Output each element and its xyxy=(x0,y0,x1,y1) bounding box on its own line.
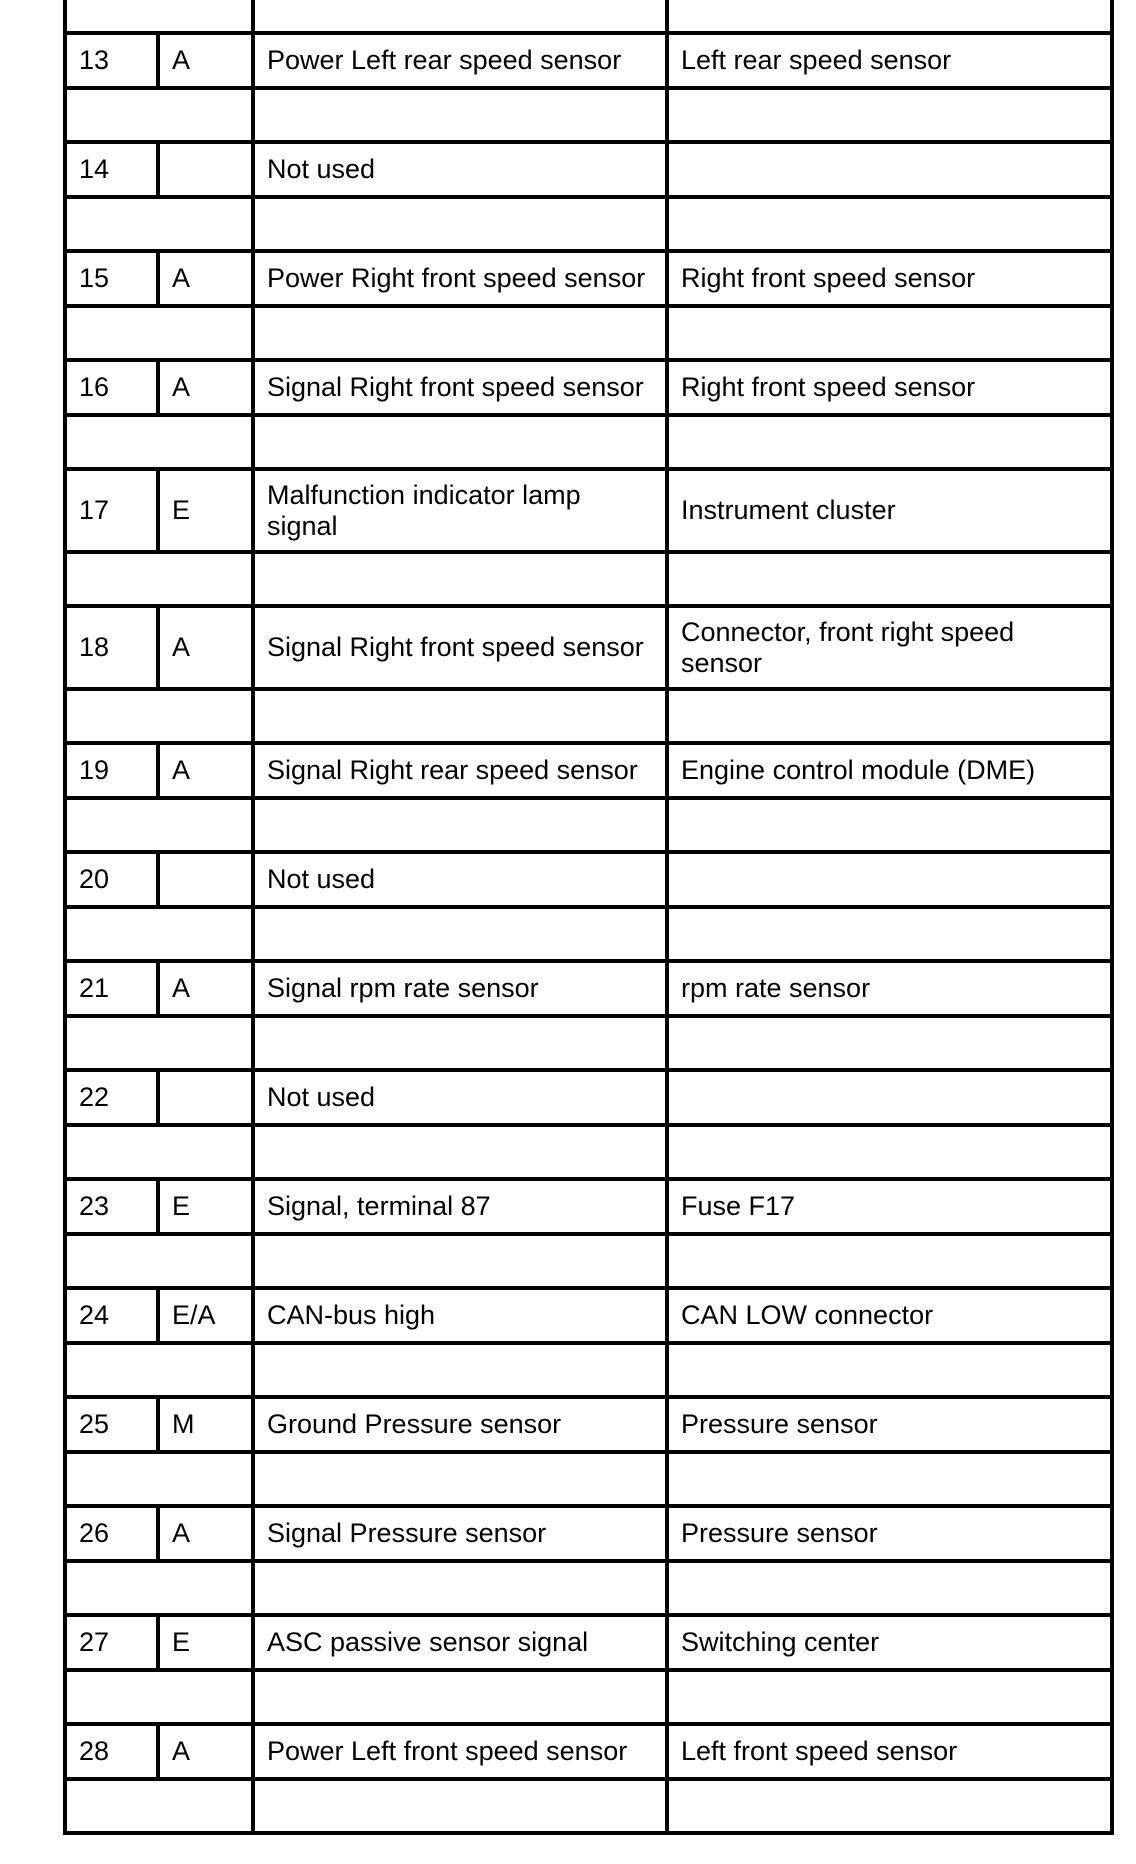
spacer-row xyxy=(65,197,1112,251)
spacer-row xyxy=(65,689,1112,743)
table-row xyxy=(65,469,1112,552)
description-cell: Signal rpm rate sensor xyxy=(253,961,667,1016)
description-cell: Signal Pressure sensor xyxy=(253,1506,667,1561)
connection-cell xyxy=(667,1070,1112,1125)
spacer-row xyxy=(65,552,1112,606)
pin-number-cell: 25 xyxy=(65,1397,158,1452)
connection-cell: Right front speed sensor xyxy=(667,360,1112,415)
description-cell: Malfunction indicator lamp signal xyxy=(253,469,667,552)
pin-number-cell: 18 xyxy=(65,606,158,689)
table-row xyxy=(65,1615,1112,1670)
description-cell: CAN-bus high xyxy=(253,1288,667,1343)
signal-type-cell: E/A xyxy=(158,1288,253,1343)
spacer-row xyxy=(65,1234,1112,1288)
spacer-row xyxy=(65,1779,1112,1833)
table-row xyxy=(65,743,1112,798)
connection-cell: Instrument cluster xyxy=(667,469,1112,552)
description-cell: Power Left rear speed sensor xyxy=(253,33,667,88)
connection-cell: rpm rate sensor xyxy=(667,961,1112,1016)
connection-cell: Connector, front right speed sensor xyxy=(667,606,1112,689)
description-cell: Power Right front speed sensor xyxy=(253,251,667,306)
signal-type-cell xyxy=(158,1070,253,1125)
signal-type-cell: E xyxy=(158,1179,253,1234)
table-row xyxy=(65,961,1112,1016)
spacer-row xyxy=(65,1125,1112,1179)
table-row xyxy=(65,1288,1112,1343)
pin-number-cell: 13 xyxy=(65,33,158,88)
description-cell: Signal Right front speed sensor xyxy=(253,360,667,415)
signal-type-cell xyxy=(158,852,253,907)
table-row xyxy=(65,1397,1112,1452)
spacer-row xyxy=(65,1343,1112,1397)
description-cell: Not used xyxy=(253,1070,667,1125)
connection-cell: CAN LOW connector xyxy=(667,1288,1112,1343)
signal-type-cell xyxy=(158,142,253,197)
spacer-row xyxy=(65,907,1112,961)
signal-type-cell: A xyxy=(158,1506,253,1561)
description-cell: Not used xyxy=(253,142,667,197)
connection-cell: Switching center xyxy=(667,1615,1112,1670)
spacer-row xyxy=(65,88,1112,142)
table-row xyxy=(65,606,1112,689)
description-cell: Not used xyxy=(253,852,667,907)
connection-cell: Right front speed sensor xyxy=(667,251,1112,306)
connection-cell xyxy=(667,142,1112,197)
signal-type-cell: A xyxy=(158,1724,253,1779)
signal-type-cell: E xyxy=(158,469,253,552)
connection-cell: Left front speed sensor xyxy=(667,1724,1112,1779)
connection-cell: Engine control module (DME) xyxy=(667,743,1112,798)
table-row xyxy=(65,1506,1112,1561)
signal-type-cell: M xyxy=(158,1397,253,1452)
spacer-row xyxy=(65,1452,1112,1506)
description-cell: Ground Pressure sensor xyxy=(253,1397,667,1452)
pin-number-cell: 15 xyxy=(65,251,158,306)
table-row xyxy=(65,852,1112,907)
pin-number-cell: 27 xyxy=(65,1615,158,1670)
table-row xyxy=(65,360,1112,415)
description-cell: Signal Right front speed sensor xyxy=(253,606,667,689)
connection-cell: Left rear speed sensor xyxy=(667,33,1112,88)
pin-number-cell: 16 xyxy=(65,360,158,415)
table-row xyxy=(65,142,1112,197)
signal-type-cell: A xyxy=(158,743,253,798)
pin-number-cell: 21 xyxy=(65,961,158,1016)
pin-number-cell: 19 xyxy=(65,743,158,798)
pin-number-cell: 24 xyxy=(65,1288,158,1343)
description-cell: Signal, terminal 87 xyxy=(253,1179,667,1234)
pin-number-cell: 17 xyxy=(65,469,158,552)
description-cell: Signal Right rear speed sensor xyxy=(253,743,667,798)
spacer-row xyxy=(65,1561,1112,1615)
spacer-row xyxy=(65,0,1112,33)
connection-cell: Pressure sensor xyxy=(667,1506,1112,1561)
table-row xyxy=(65,1724,1112,1779)
table-row xyxy=(65,33,1112,88)
signal-type-cell: A xyxy=(158,606,253,689)
connection-cell: Fuse F17 xyxy=(667,1179,1112,1234)
pin-number-cell: 26 xyxy=(65,1506,158,1561)
pin-number-cell: 20 xyxy=(65,852,158,907)
connection-cell xyxy=(667,852,1112,907)
spacer-row xyxy=(65,415,1112,469)
signal-type-cell: A xyxy=(158,251,253,306)
description-cell: Power Left front speed sensor xyxy=(253,1724,667,1779)
signal-type-cell: E xyxy=(158,1615,253,1670)
pin-number-cell: 23 xyxy=(65,1179,158,1234)
pin-assignment-table xyxy=(63,0,1114,1835)
spacer-row xyxy=(65,1016,1112,1070)
description-cell: ASC passive sensor signal xyxy=(253,1615,667,1670)
connection-cell: Pressure sensor xyxy=(667,1397,1112,1452)
spacer-row xyxy=(65,306,1112,360)
pin-number-cell: 22 xyxy=(65,1070,158,1125)
pin-number-cell: 14 xyxy=(65,142,158,197)
signal-type-cell: A xyxy=(158,961,253,1016)
spacer-row xyxy=(65,1670,1112,1724)
table-row xyxy=(65,251,1112,306)
spacer-row xyxy=(65,798,1112,852)
table-row xyxy=(65,1179,1112,1234)
pin-number-cell: 28 xyxy=(65,1724,158,1779)
signal-type-cell: A xyxy=(158,33,253,88)
table-row xyxy=(65,1070,1112,1125)
signal-type-cell: A xyxy=(158,360,253,415)
